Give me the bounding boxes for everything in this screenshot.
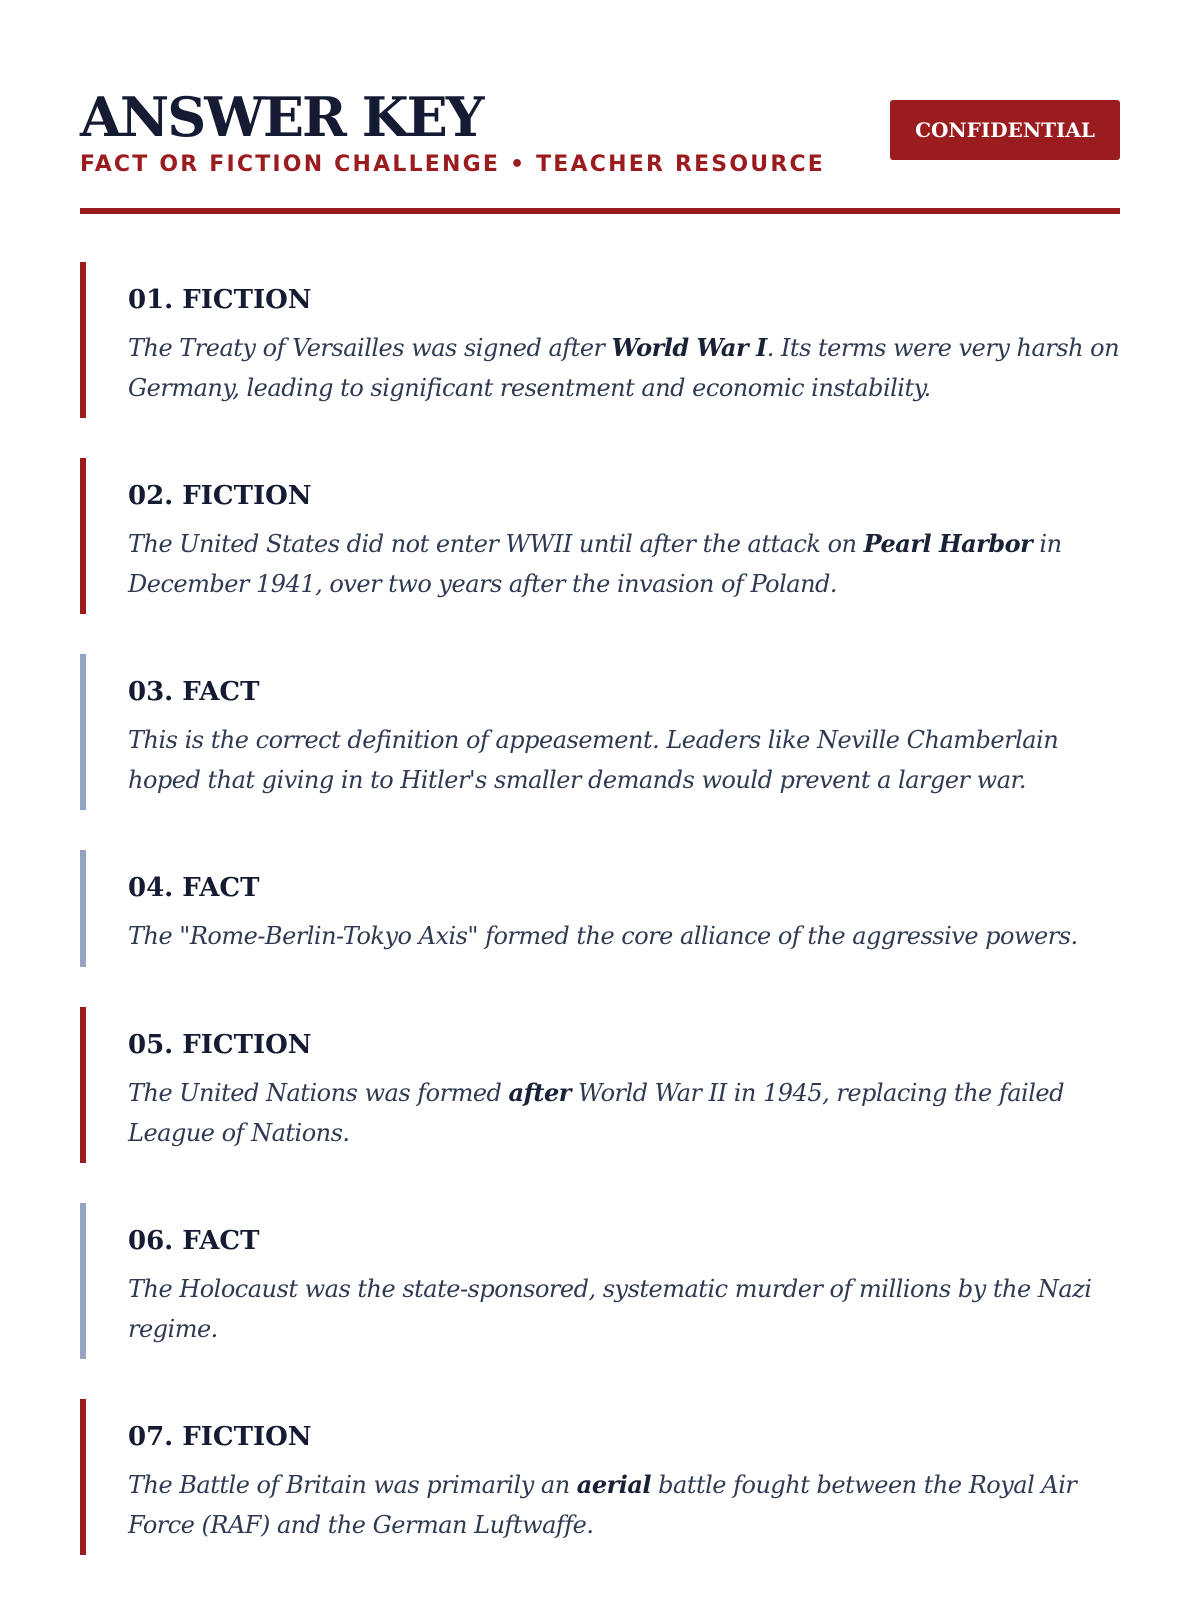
answer-explanation: The "Rome-Berlin-Tokyo Axis" formed the core alliance of the aggressive powers. (128, 922, 1078, 950)
answer-emphasis: World War I (611, 333, 767, 362)
answer-label: 07. FICTION (128, 1422, 312, 1452)
answer-label: 05. FICTION (128, 1030, 312, 1060)
answer-item (80, 1203, 1120, 1359)
confidential-badge: CONFIDENTIAL (890, 100, 1120, 160)
answer-item (80, 458, 1120, 614)
answer-item (80, 262, 1120, 418)
answer-label: 01. FICTION (128, 285, 312, 315)
answer-explanation: The Holocaust was the state-sponsored, systematic murder of millions by the Nazi regime. (128, 1275, 1092, 1343)
answer-item (80, 850, 1120, 967)
answer-label: 06. FACT (128, 1226, 260, 1256)
answer-item (80, 1007, 1120, 1163)
answer-item (80, 654, 1120, 810)
answer-emphasis: Pearl Harbor (863, 529, 1033, 558)
page-subtitle: FACT OR FICTION CHALLENGE • TEACHER RESOURCE (80, 152, 826, 177)
answer-explanation: The Treaty of Versailles was signed after World War I. Its terms were very harsh on Germany, leading to significant resentment and economic instability. (128, 333, 1120, 402)
page-title: ANSWER KEY (80, 85, 483, 149)
answer-emphasis: after (508, 1078, 571, 1107)
answer-explanation: The United Nations was formed after World War II in 1945, replacing the failed League of Nations. (128, 1078, 1064, 1147)
answer-explanation: This is the correct definition of appeasement. Leaders like Neville Chamberlain hoped that giving in to Hitler's smaller demands would prevent a larger war. (128, 726, 1059, 794)
answer-label: 04. FACT (128, 873, 260, 903)
answer-explanation: The United States did not enter WWII until after the attack on Pearl Harbor in December 1941, over two years after the invasion of Poland. (128, 529, 1062, 598)
answer-label: 02. FICTION (128, 481, 312, 511)
answer-item (80, 1399, 1120, 1555)
answer-label: 03. FACT (128, 677, 260, 707)
header (80, 82, 1120, 214)
answer-emphasis: aerial (576, 1470, 652, 1499)
answer-explanation: The Battle of Britain was primarily an aerial battle fought between the Royal Air Force (RAF) and the German Luftwaffe. (128, 1470, 1077, 1539)
